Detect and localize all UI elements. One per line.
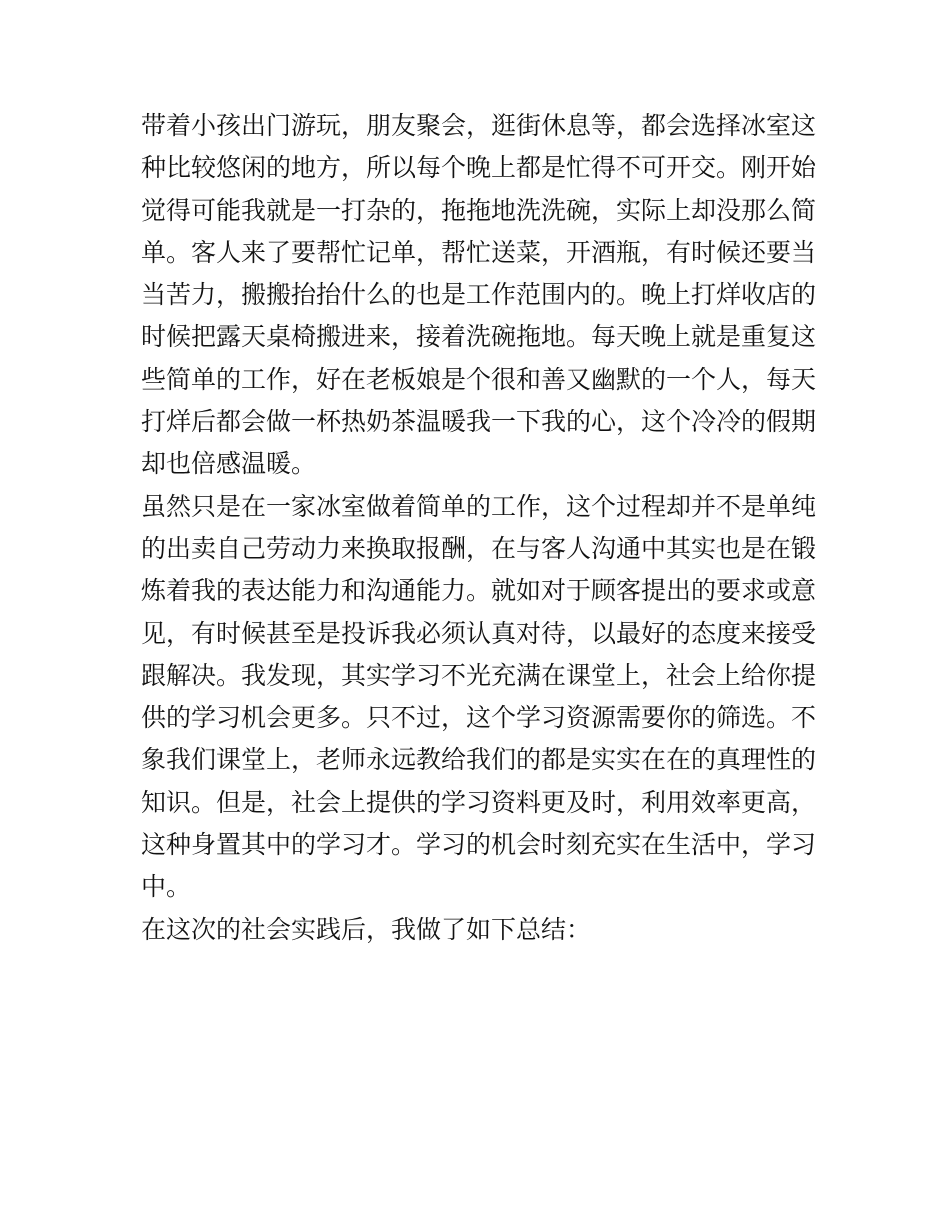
text-line: 炼着我的表达能力和沟通能力。就如对于顾客提出的要求或意 [141, 576, 817, 606]
text-line: 时候把露天桌椅搬进来，接着洗碗拖地。每天晚上就是重复这 [141, 322, 817, 352]
text-line: 觉得可能我就是一打杂的，拖拖地洗洗碗，实际上却没那么简 [141, 195, 817, 225]
text-line: 象我们课堂上，老师永远教给我们的都是实实在在的真理性的 [141, 745, 817, 775]
body-text [141, 105, 821, 951]
text-line: 的出卖自己劳动力来换取报酬，在与客人沟通中其实也是在锻 [141, 533, 817, 563]
text-line: 这种身置其中的学习才。学习的机会时刻充实在生活中，学习 [141, 830, 817, 860]
text-line: 跟解决。我发现，其实学习不光充满在课堂上，社会上给你提 [141, 660, 817, 690]
text-line: 些简单的工作，好在老板娘是个很和善又幽默的一个人，每天 [141, 364, 817, 394]
text-line: 中。 [141, 872, 192, 902]
text-line: 供的学习机会更多。只不过，这个学习资源需要你的筛选。不 [141, 703, 817, 733]
text-line: 虽然只是在一家冰室做着简单的工作，这个过程却并不是单纯 [141, 491, 817, 521]
text-line: 却也倍感温暖。 [141, 449, 317, 479]
text-line: 知识。但是，社会上提供的学习资料更及时，利用效率更高， [141, 787, 817, 817]
text-line: 当苦力，搬搬抬抬什么的也是工作范围内的。晚上打烊收店的 [141, 280, 817, 310]
text-line: 带着小孩出门游玩，朋友聚会，逛街休息等，都会选择冰室这 [141, 111, 817, 140]
text-line: 单。客人来了要帮忙记单，帮忙送菜，开酒瓶，有时候还要当 [141, 237, 817, 267]
text-line: 种比较悠闲的地方，所以每个晚上都是忙得不可开交。刚开始 [141, 153, 817, 183]
text-line: 在这次的社会实践后，我做了如下总结： [141, 914, 592, 944]
text-line: 见，有时候甚至是投诉我必须认真对待，以最好的态度来接受 [141, 618, 817, 648]
text-line: 打烊后都会做一杯热奶茶温暖我一下我的心，这个冷冷的假期 [141, 407, 817, 437]
